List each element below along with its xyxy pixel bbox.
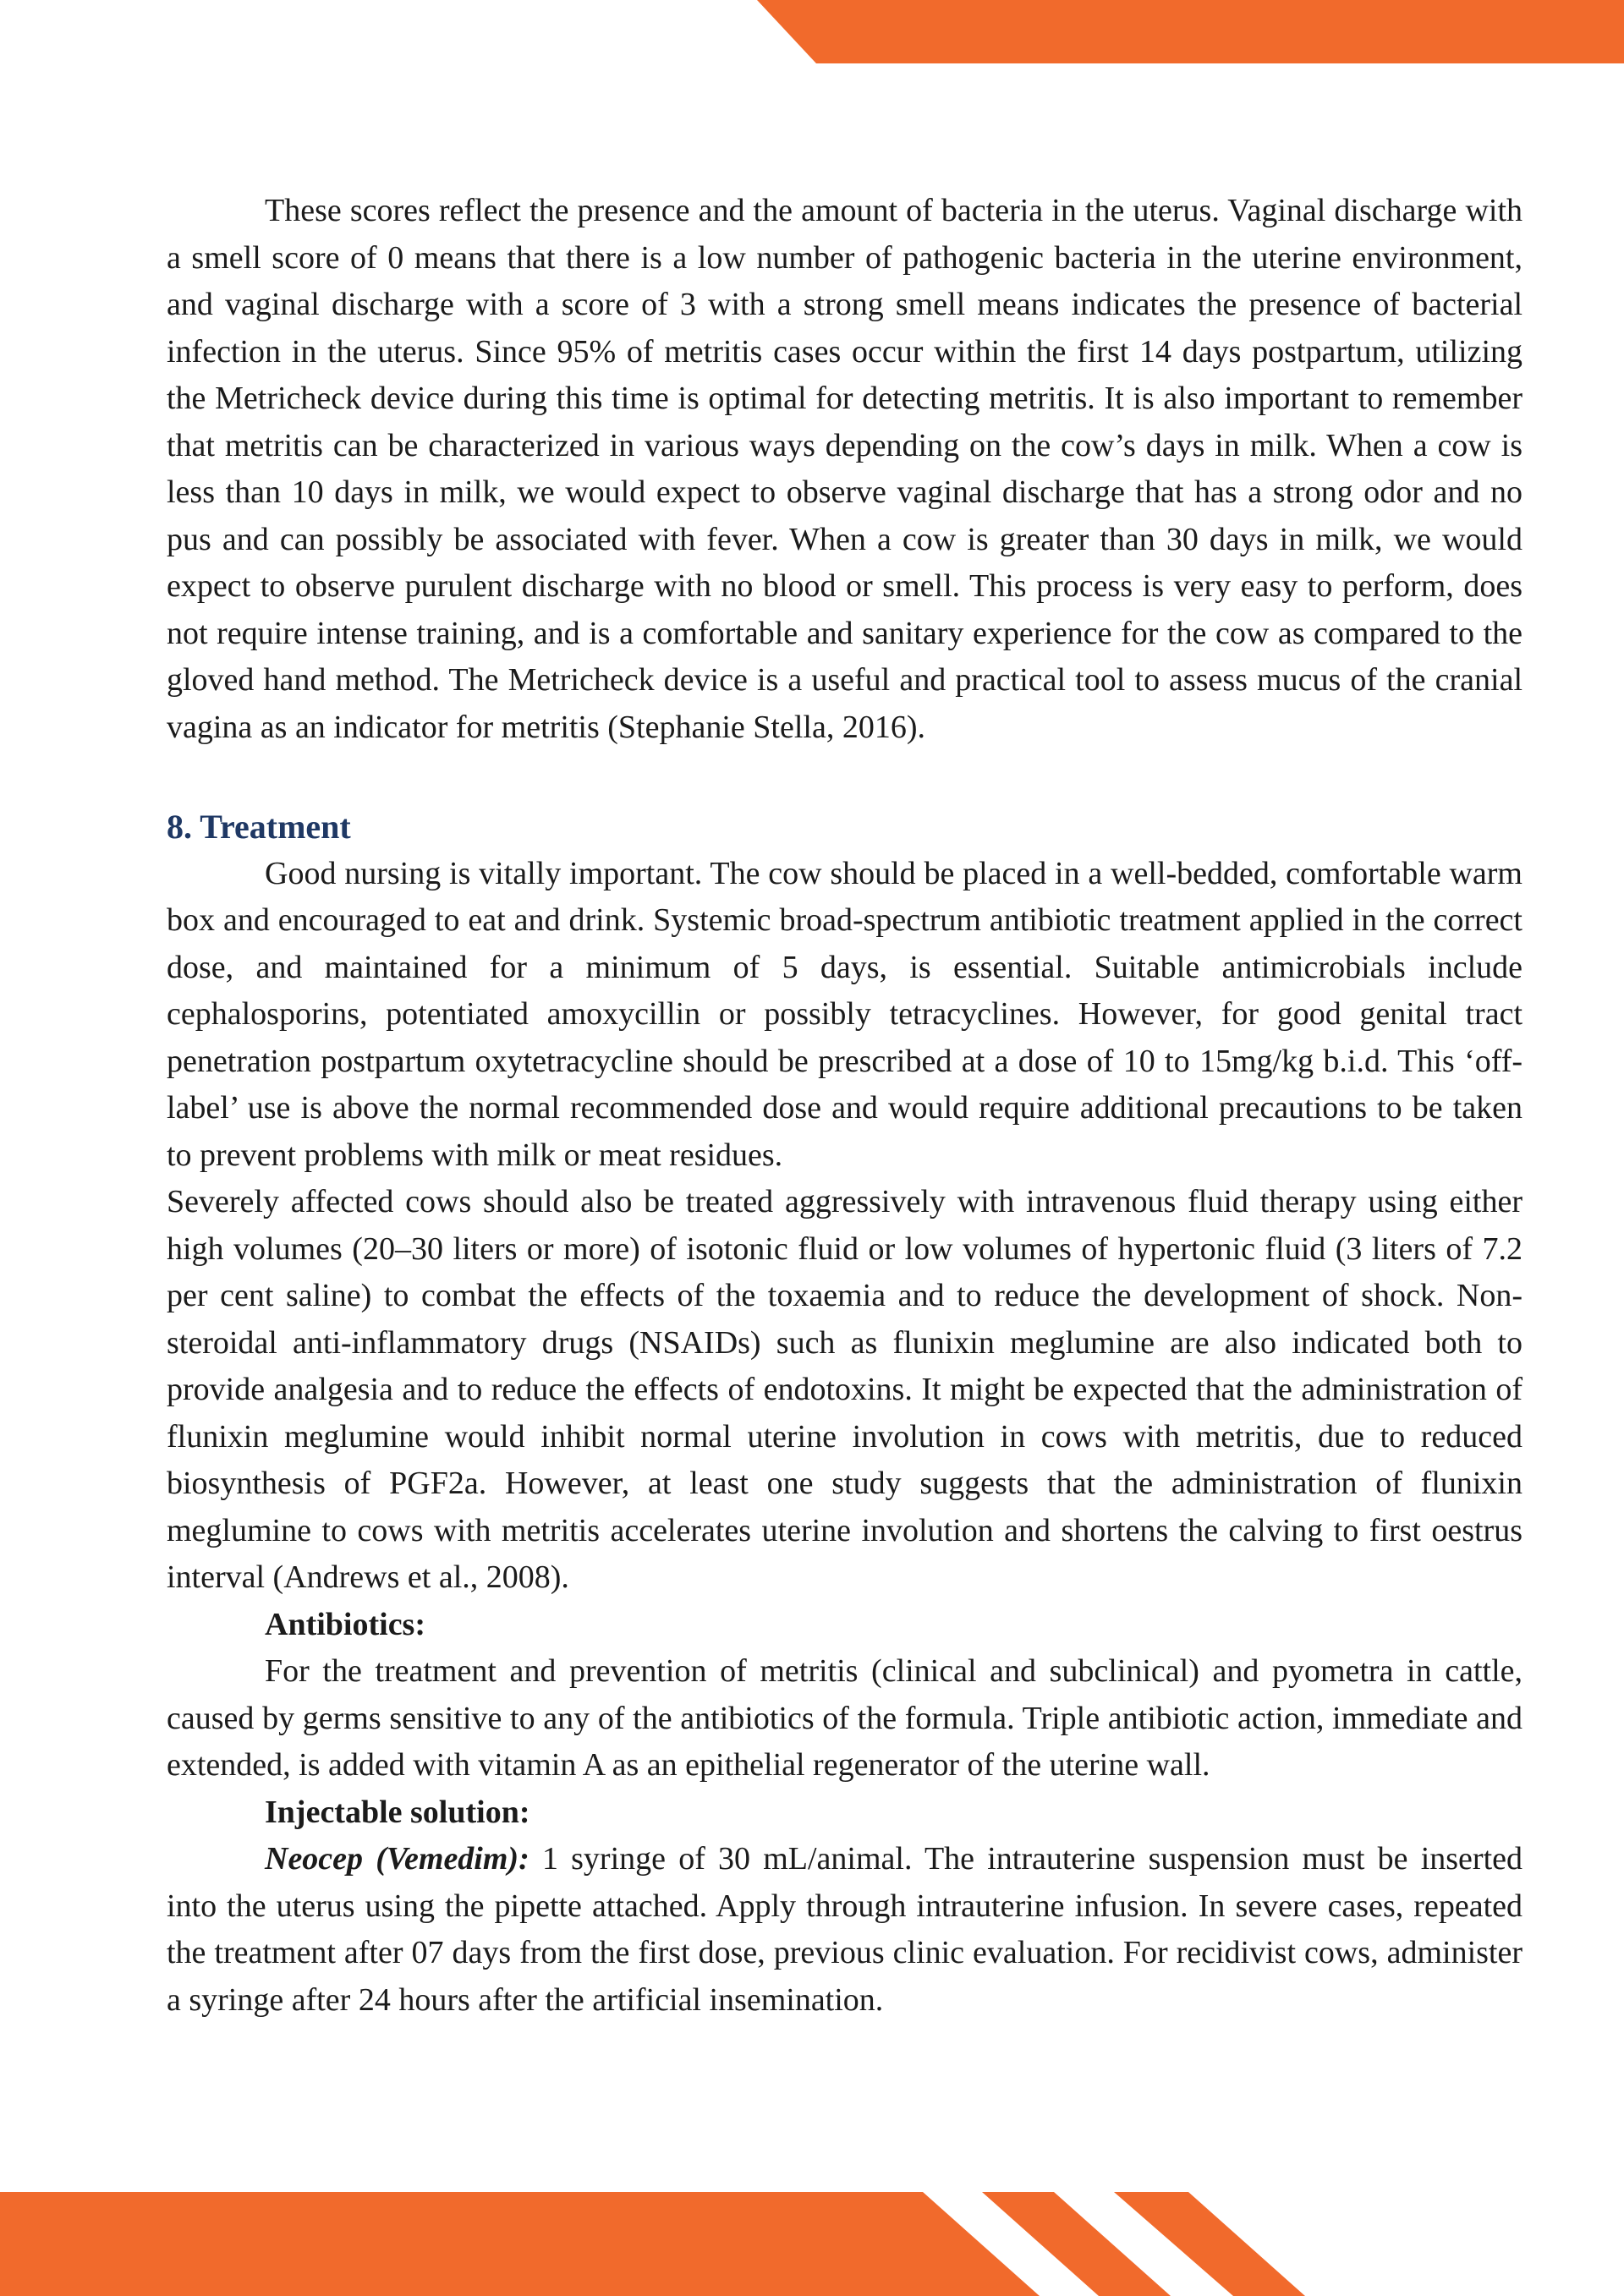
top-accent-banner (0, 0, 1624, 63)
page-content (167, 188, 1522, 2024)
paragraph-antibiotics-use: For the treatment and prevention of metritis (clinical and subclinical) and pyometra in cattle, caused by germs sensitive to any of the antibiotics of the formula. Triple antibiotic action, immediate and extended, is added with vitamin A as an epithelial regenerator of the uterine wall. (167, 1653, 1522, 1783)
paragraph-treatment-nursing: Good nursing is vitally important. The cow should be placed in a well-bedded, comfortable warm box and encouraged to eat and drink. Systemic broad-spectrum antibiotic treatment applied in the correct dose, and maintained for a minimum of 5 days, is essential. Suitable antimicrobials include cephalosporins, potentiated amoxycillin or possibly tetracyclines. However, for good genital tract penetration postpartum oxytetracycline should be prescribed at a dose of 10 to 15mg/kg b.i.d. This ‘off-label’ use is above the normal recommended dose and would require additional precautions to be taken to prevent problems with milk or meat residues. (167, 855, 1522, 1173)
bottom-accent-banner (0, 2192, 1624, 2296)
neocep-instructions: 1 syringe of 30 mL/animal. The intrauterine suspension must be inserted into the uterus using the pipette attached. Apply through intrauterine infusion. In severe cases, repeated the treatment after 07 days from the first dose, previous clinic evaluation. For recidivist cows, administer a syringe after 24 hours after the artificial insemination. (167, 1841, 1522, 2018)
paragraph-severe-cases: Severely affected cows should also be treated aggressively with intravenous fluid therapy using either high volumes (20–30 liters or more) of isotonic fluid or low volumes of hypertonic fluid (3 liters of 7.2 per cent saline) to combat the effects of the toxaemia and to reduce the development of shock. Non-steroidal anti-inflammatory drugs (NSAIDs) such as flunixin meglumine are also indicated both to provide analgesia and to reduce the effects of endotoxins. It might be expected that the administration of flunixin meglumine would inhibit normal uterine involution in cows with metritis, due to reduced biosynthesis of PGF2a. However, at least one study suggests that the administration of flunixin meglumine to cows with metritis accelerates uterine involution and shortens the calving to first oestrus interval (Andrews et al., 2008). (167, 1184, 1522, 1595)
top-accent-parallelogram (757, 0, 1624, 63)
paragraph-metricheck-scores: These scores reflect the presence and the amount of bacteria in the uterus. Vaginal discharge with a smell score of 0 means that there is a low number of pathogenic bacteria in the uterine environment, and vaginal discharge with a score of 3 with a strong smell means indicates the presence of bacterial infection in the uterus. Since 95% of metritis cases occur within the first 14 days postpartum, utilizing the Metricheck device during this time is optimal for detecting metritis. It is also important to remember that metritis can be characterized in various ways depending on the cow’s days in milk. When a cow is less than 10 days in milk, we would expect to observe vaginal discharge that has a strong odor and no pus and can possibly be associated with fever. When a cow is greater than 30 days in milk, we would expect to observe purulent discharge with no blood or smell. This process is very easy to perform, does not require intense training, and is a comfortable and sanitary experience for the cow as compared to the gloved hand method. The Metricheck device is a useful and practical tool to assess mucus of the cranial vagina as an indicator for metritis (Stephanie Stella, 2016). (167, 193, 1522, 745)
section-heading-treatment: 8. Treatment (167, 808, 351, 846)
bottom-accent-band (0, 2192, 1040, 2296)
paragraph-neocep-dosage (167, 1836, 1522, 2024)
label-injectable-solution: Injectable solution: (265, 1794, 530, 1830)
label-antibiotics: Antibiotics: (265, 1606, 425, 1642)
neocep-product-name: Neocep (Vemedim): (265, 1841, 529, 1877)
